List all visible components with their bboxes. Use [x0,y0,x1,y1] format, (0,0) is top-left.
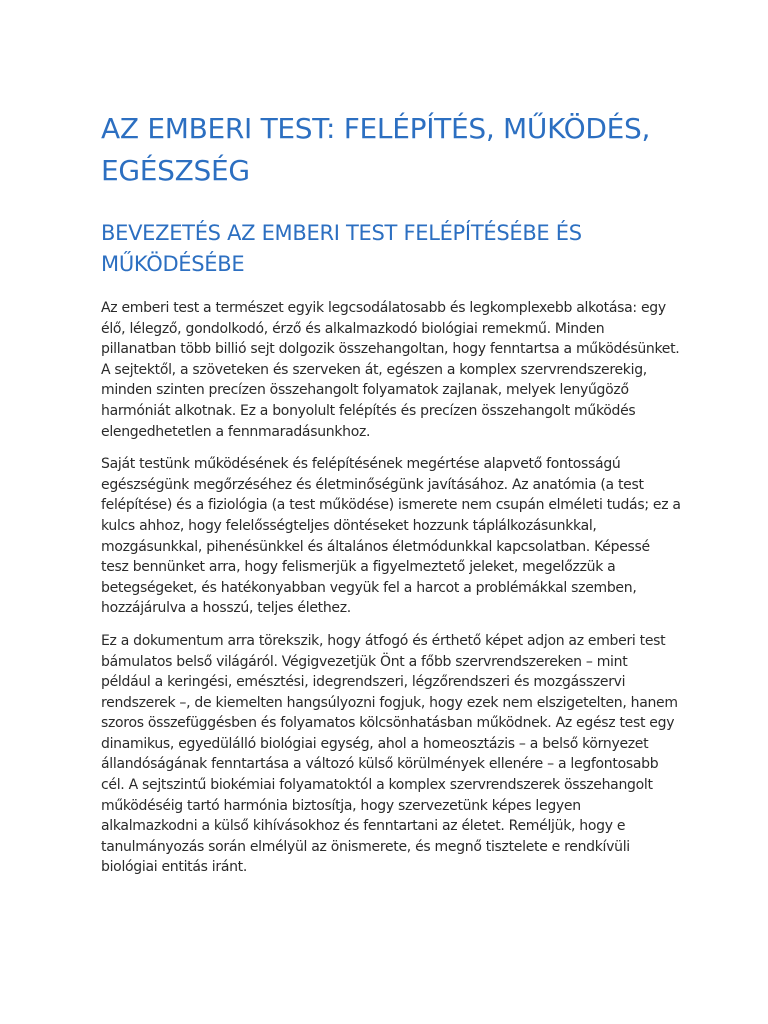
document-page [101,108,681,878]
paragraph-overview: Ez a dokumentum arra törekszik, hogy átfogó és érthető képet adjon az emberi test bámulatos belső világáról. Végigvezetjük Önt a főbb szervrendszereken – mint például a keringési, emésztési, idegrendszeri, légzőrendszeri és mozgásszervi rendszerek –, de kiemelten hangsúlyozni fogjuk, hogy ezek nem elszigetelten, hanem szoros összefüggésben és folyamatos kölcsönhatásban működnek. Az egész test egy dinamikus, egyedülálló biológiai egység, ahol a homeosztázis – a belső környezet állandóságának fenntartása a változó külső körülmények ellenére – a legfontosabb cél. A sejtszintű biokémiai folyamatoktól a komplex szervrendszerek összehangolt működéséig tartó harmónia biztosítja, hogy szervezetünk képes legyen alkalmazkodni a külső kihívásokhoz és fenntartani az életet. Reméljük, hogy e tanulmányozás során elmélyül az önismerete, és megnő tisztelete e rendkívüli biológiai entitás iránt. [101,632,678,876]
document-title: AZ EMBERI TEST: FELÉPÍTÉS, MŰKÖDÉS, EGÉSZSÉG [101,112,651,187]
paragraph-intro: Az emberi test a természet egyik legcsodálatosabb és legkomplexebb alkotása: egy élő, lélegző, gondolkodó, érző és alkalmazkodó biológiai remekmű. Minden pillanatban több billió sejt dolgozik összehangoltan, hogy fenntartsa a működésünket. A sejtektől, a szöveteken és szerveken át, egészen a komplex szervrendszerekig, minden szinten precízen összehangolt folyamatok zajlanak, melyek lenyűgöző harmóniát alkotnak. Ez a bonyolult felépítés és precízen összehangolt működés elengedhetetlen a fennmaradásunkhoz. [101,300,680,440]
paragraph-importance: Saját testünk működésének és felépítésének megértése alapvető fontosságú egészségünk megőrzéséhez és életminőségünk javításához. Az anatómia (a test felépítése) és a fiziológia (a test működése) ismerete nem csupán elméleti tudás; ez a kulcs ahhoz, hogy felelősségteljes döntéseket hozzunk táplálkozásunkkal, mozgásunkkal, pihenésünkkel és általános életmódunkkal kapcsolatban. Képessé tesz bennünket arra, hogy felismerjük a figyelmeztető jeleket, megelőzzük a betegségeket, és hatékonyabban vegyük fel a harcot a problémákkal szemben, hozzájárulva a hosszú, teljes élethez. [101,456,681,617]
section-heading: BEVEZETÉS AZ EMBERI TEST FELÉPÍTÉSÉBE ÉS MŰKÖDÉSÉBE [101,221,582,276]
